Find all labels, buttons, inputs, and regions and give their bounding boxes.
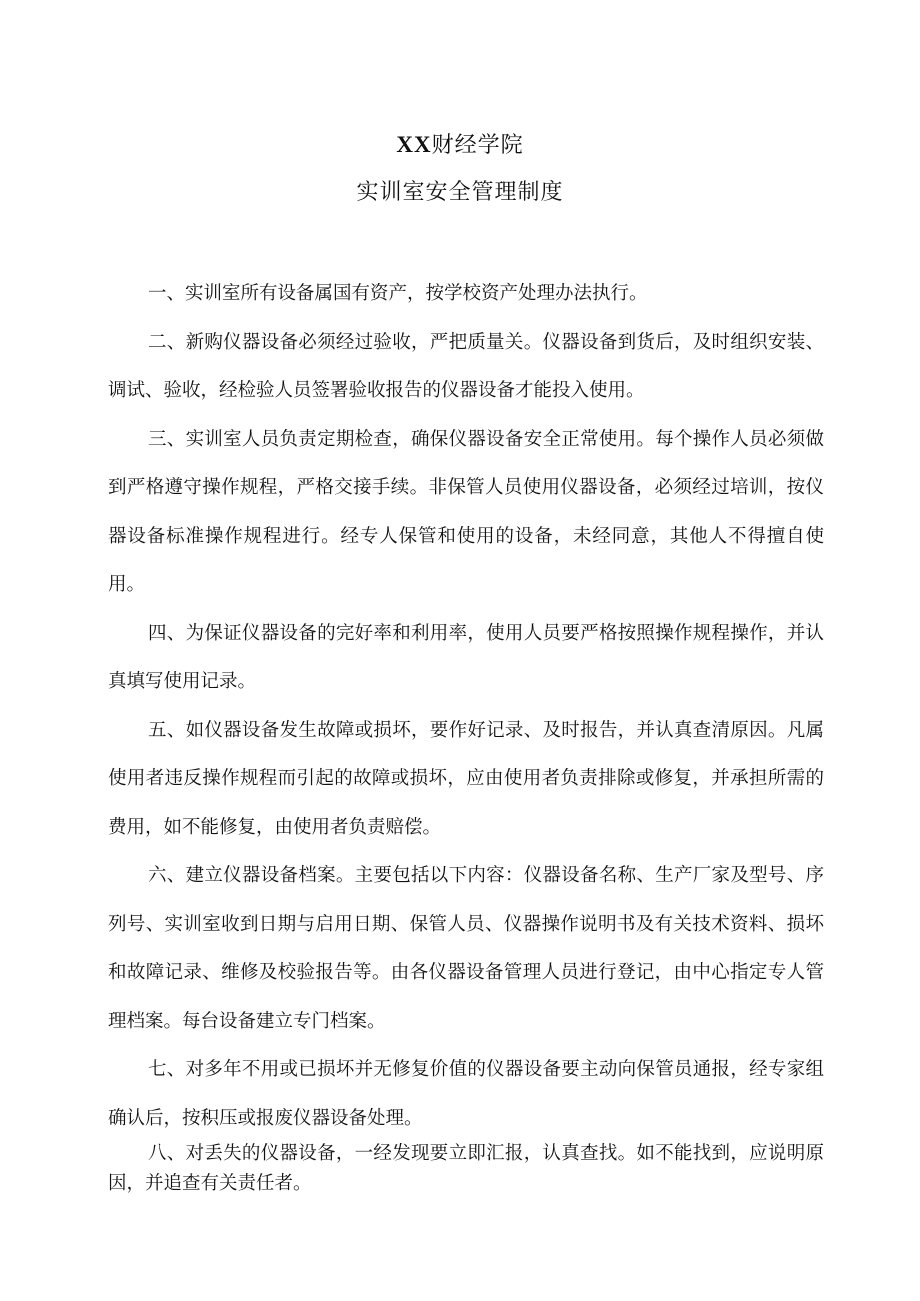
paragraph-1: 一、实训室所有设备属国有资产，按学校资产处理办法执行。 (148, 283, 648, 304)
paragraph-7: 七、对多年不用或已损坏并无修复价值的仪器设备要主动向保管员通报，经专家组确认后，按积压或报废仪器设备处理。 (108, 1059, 824, 1129)
document-subtitle: 实训室安全管理制度 (356, 180, 564, 205)
title-name: 财经学院 (431, 133, 524, 158)
document-title (0, 128, 920, 163)
paragraph-6: 六、建立仪器设备档案。主要包括以下内容：仪器设备名称、生产厂家及型号、序列号、实训室收到日期与启用日期、保管人员、仪器操作说明书及有关技术资料、损坏和故障记录、维修及校验报告等。由各仪器设备管理人员进行登记，由中心指定专人管理档案。每台设备建立专门档案。 (108, 865, 824, 1032)
paragraph-8: 八、对丢失的仪器设备，一经发现要立即汇报，认真查找。如不能找到，应说明原因，并追查有关责任者。 (108, 1143, 824, 1194)
paragraph-5: 五、如仪器设备发生故障或损坏，要作好记录、及时报告，并认真查清原因。凡属使用者违反操作规程而引起的故障或损坏，应由使用者负责排除或修复，并承担所需的费用，如不能修复，由使用者负责赔偿。 (108, 719, 824, 838)
paragraph-4: 四、为保证仪器设备的完好率和利用率，使用人员要严格按照操作规程操作，并认真填写使用记录。 (108, 622, 824, 692)
paragraph-3: 三、实训室人员负责定期检查，确保仪器设备安全正常使用。每个操作人员必须做到严格遵守操作规程，严格交接手续。非保管人员使用仪器设备，必须经过培训，按仪器设备标准操作规程进行。经专人保管和使用的设备，未经同意，其他人不得擅自使用。 (108, 428, 824, 595)
document-body (108, 270, 824, 1199)
title-prefix: XX (396, 132, 432, 157)
paragraph-2: 二、新购仪器设备必须经过验收，严把质量关。仪器设备到货后，及时组织安装、调试、验收，经检验人员签署验收报告的仪器设备才能投入使用。 (108, 331, 824, 401)
